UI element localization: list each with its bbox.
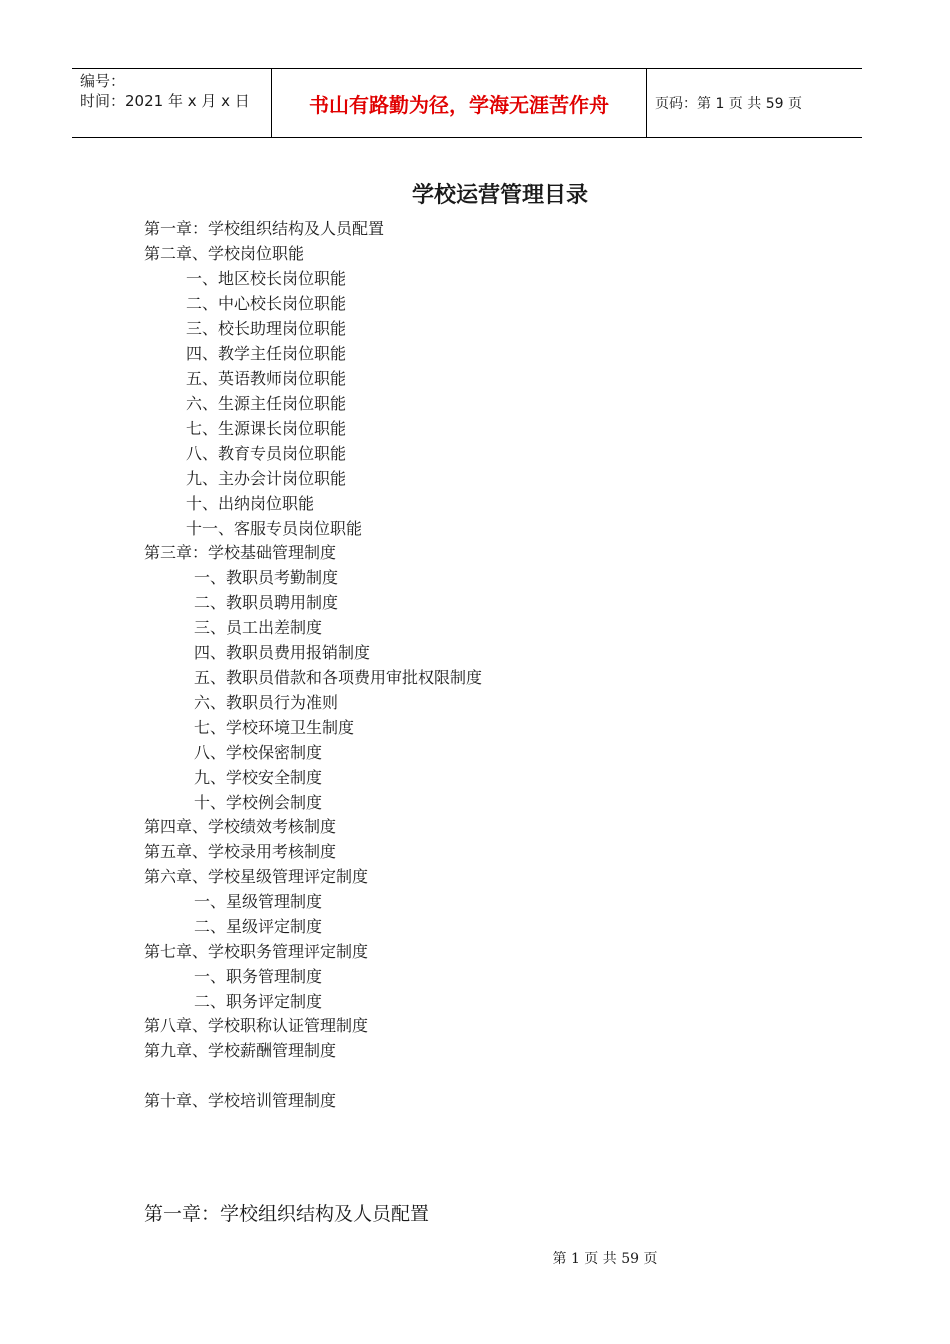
toc-item: 十一、客服专员岗位职能 [186,519,363,538]
toc-chapter: 第三章：学校基础管理制度 [144,543,337,562]
toc-item: 十、学校例会制度 [194,793,323,812]
toc-item: 四、教学主任岗位职能 [186,344,347,363]
toc-chapter: 第二章、学校岗位职能 [144,244,305,263]
header-page-info: 页码：第 1 页 共 59 页 [655,96,802,112]
header-table [72,68,862,138]
toc-item: 四、教职员费用报销制度 [194,643,371,662]
toc-chapter: 第六章、学校星级管理评定制度 [144,867,369,886]
toc-chapter: 第四章、学校绩效考核制度 [144,817,337,836]
toc-item: 一、教职员考勤制度 [194,568,339,587]
toc-chapter: 第一章：学校组织结构及人员配置 [144,219,385,238]
toc-item: 三、校长助理岗位职能 [186,319,347,338]
toc-item: 十、出纳岗位职能 [186,494,315,513]
toc-chapter: 第九章、学校薪酬管理制度 [144,1041,337,1060]
toc-item: 五、英语教师岗位职能 [186,369,347,388]
toc-item: 一、地区校长岗位职能 [186,269,347,288]
toc-item: 八、学校保密制度 [194,743,323,762]
toc-item: 八、教育专员岗位职能 [186,444,347,463]
toc-chapter: 第十章、学校培训管理制度 [144,1091,337,1110]
document-time-label: 时间：2021 年 x 月 x 日 [80,92,250,110]
document-number-label: 编号： [80,72,126,90]
toc-item: 七、学校环境卫生制度 [194,718,355,737]
toc-chapter: 第八章、学校职称认证管理制度 [144,1016,369,1035]
document-title: 学校运营管理目录 [411,183,588,208]
toc-item: 二、星级评定制度 [194,917,323,936]
toc-item: 二、职务评定制度 [194,992,323,1011]
toc-item: 三、员工出差制度 [194,618,323,637]
toc-item: 二、中心校长岗位职能 [186,294,347,313]
toc-item: 七、生源课长岗位职能 [186,419,347,438]
toc-chapter: 第七章、学校职务管理评定制度 [144,942,369,961]
toc-item: 六、教职员行为准则 [194,693,339,712]
page-footer: 第 1 页 共 59 页 [552,1251,658,1267]
toc-chapter: 第五章、学校录用考核制度 [144,842,337,861]
toc-item: 九、主办会计岗位职能 [186,469,347,488]
header-meta [72,69,272,137]
header-motto: 书山有路勤为径，学海无涯苦作舟 [272,69,647,137]
section-heading: 第一章：学校组织结构及人员配置 [144,1203,430,1225]
toc-item: 一、星级管理制度 [194,892,323,911]
toc-item: 五、教职员借款和各项费用审批权限制度 [194,668,483,687]
toc-item: 一、职务管理制度 [194,967,323,986]
toc-item: 二、教职员聘用制度 [194,593,339,612]
toc-item: 六、生源主任岗位职能 [186,394,347,413]
toc-item: 九、学校安全制度 [194,768,323,787]
